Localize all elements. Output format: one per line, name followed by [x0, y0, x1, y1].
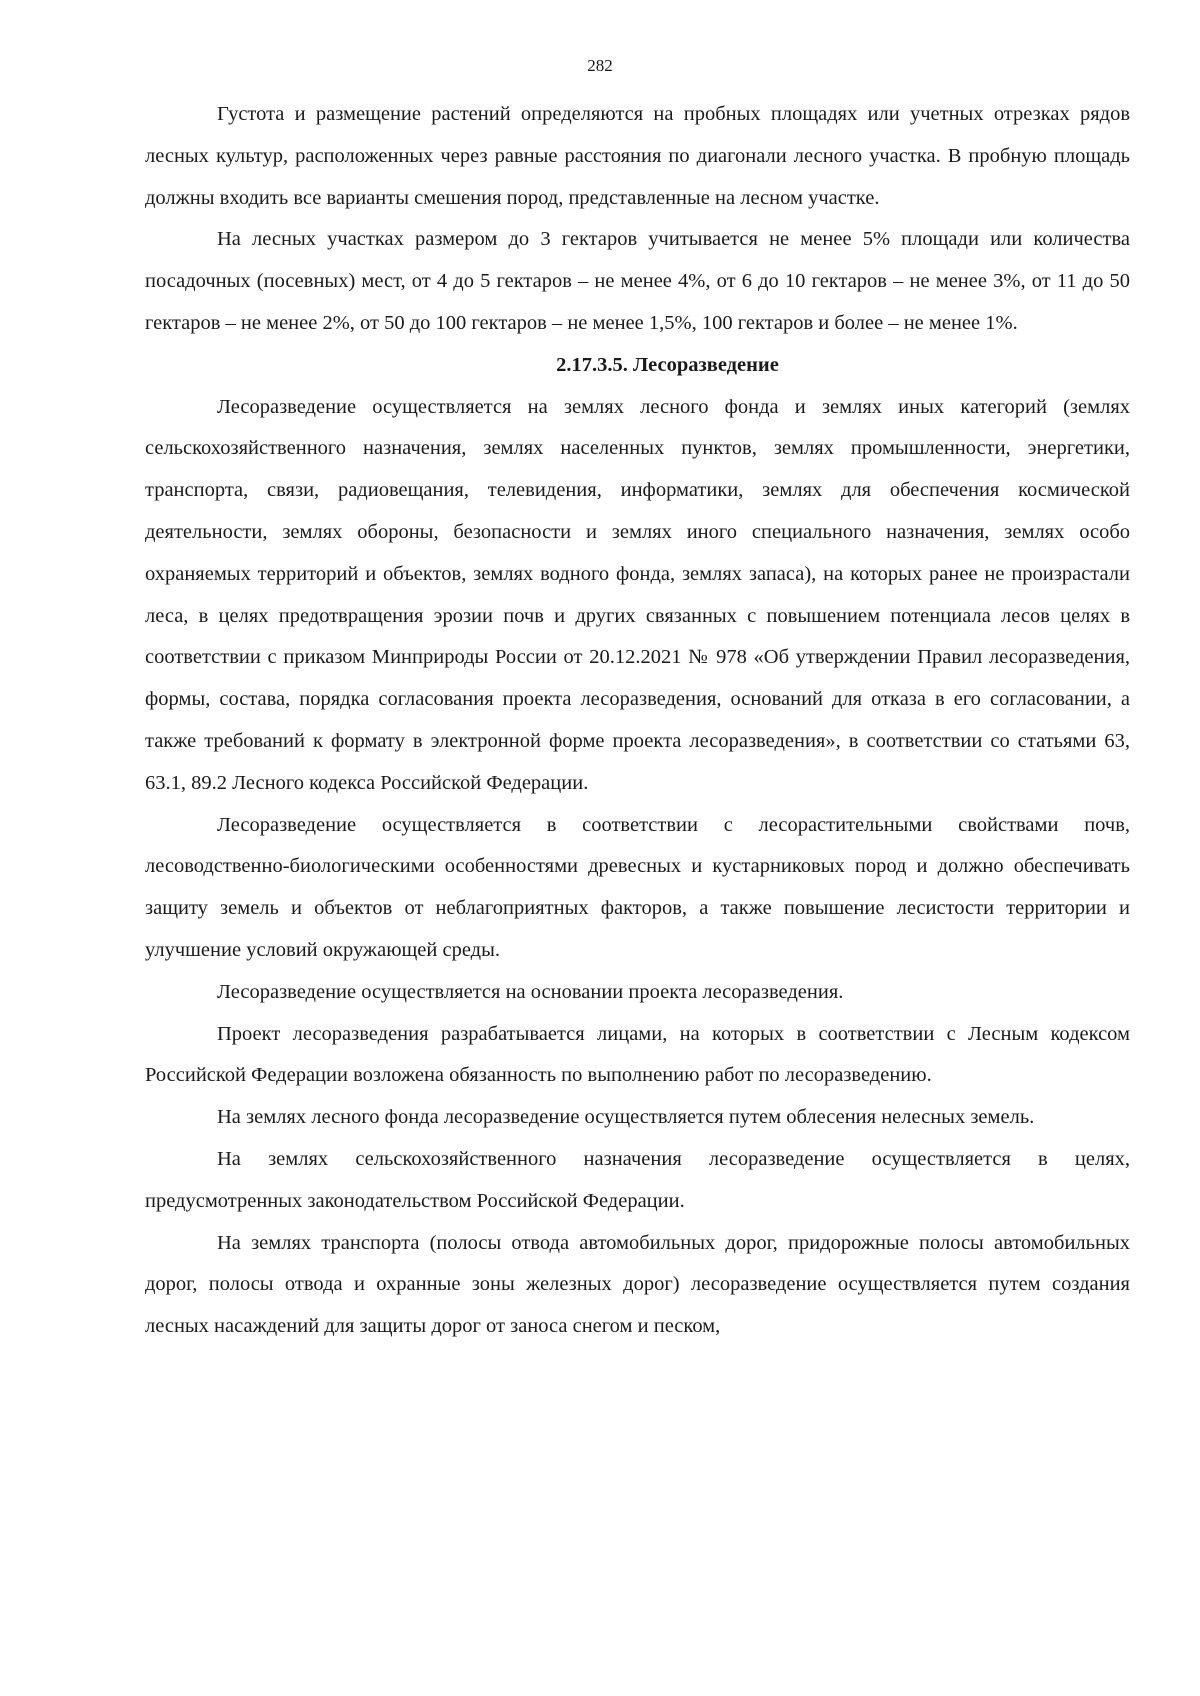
paragraph-transport-lands: На землях транспорта (полосы отвода автомобильных дорог, придорожные полосы автомобильных дорог, полосы отвода и охранные зоны железных дорог) лесоразведение осуществляется путем создания лесных насаждений для защиты дорог от заноса снегом и песком,	[145, 1231, 1130, 1338]
page-number: 282	[587, 56, 613, 75]
paragraph-agricultural-lands: На землях сельскохозяйственного назначения лесоразведение осуществляется в целях, предусмотренных законодательством Российской Федерации.	[145, 1147, 1130, 1212]
section-heading: 2.17.3.5. Лесоразведение	[556, 353, 779, 376]
paragraph-afforestation-lands: Лесоразведение осуществляется на землях лесного фонда и землях иных категорий (землях сельскохозяйственного назначения, землях населенных пунктов, землях промышленности, энергетики, транспорта, связи, радиовещания, телевидения, информатики, землях для обеспечения космической деятельности, землях обороны, безопасности и землях иного специального назначения, землях особо охраняемых территорий и объектов, землях водного фонда, землях запаса), на которых ранее не произрастали леса, в целях предотвращения эрозии почв и других связанных с повышением потенциала лесов целях в соответствии с приказом Минприроды России от 20.12.2021 № 978 «Об утверждении Правил лесоразведения, формы, состава, порядка согласования проекта лесоразведения, оснований для отказа в его согласовании, а также требований к формату в электронной форме проекта лесоразведения», в соответствии со статьями 63, 63.1, 89.2 Лесного кодекса Российской Федерации.	[145, 395, 1130, 794]
paragraph-accounting-area: На лесных участках размером до 3 гектаров учитывается не менее 5% площади или количества посадочных (посевных) мест, от 4 до 5 гектаров – не менее 4%, от 6 до 10 гектаров – не менее 3%, от 11 до 50 гектаров – не менее 2%, от 50 до 100 гектаров – не менее 1,5%, 100 гектаров и более – не менее 1%.	[145, 228, 1130, 334]
paragraph-afforestation-project: Лесоразведение осуществляется на основании проекта лесоразведения.	[217, 980, 844, 1003]
paragraph-forest-fund-lands: На землях лесного фонда лесоразведение осуществляется путем облесения нелесных земель.	[217, 1106, 1035, 1129]
paragraph-afforestation-properties: Лесоразведение осуществляется в соответствии с лесорастительными свойствами почв, лесоводственно-биологическими особенностями древесных и кустарниковых пород и должно обеспечивать защиту земель и объектов от неблагоприятных факторов, а также повышение лесистости территории и улучшение условий окружающей среды.	[145, 813, 1130, 961]
document-body	[145, 94, 1130, 1348]
paragraph-plant-density: Густота и размещение растений определяются на пробных площадях или учетных отрезках рядов лесных культур, расположенных через равные расстояния по диагонали лесного участка. В пробную площадь должны входить все варианты смешения пород, представленные на лесном участке.	[145, 103, 1130, 209]
paragraph-project-development: Проект лесоразведения разрабатывается лицами, на которых в соответствии с Лесным кодексом Российской Федерации возложена обязанность по выполнению работ по лесоразведению.	[145, 1022, 1130, 1087]
